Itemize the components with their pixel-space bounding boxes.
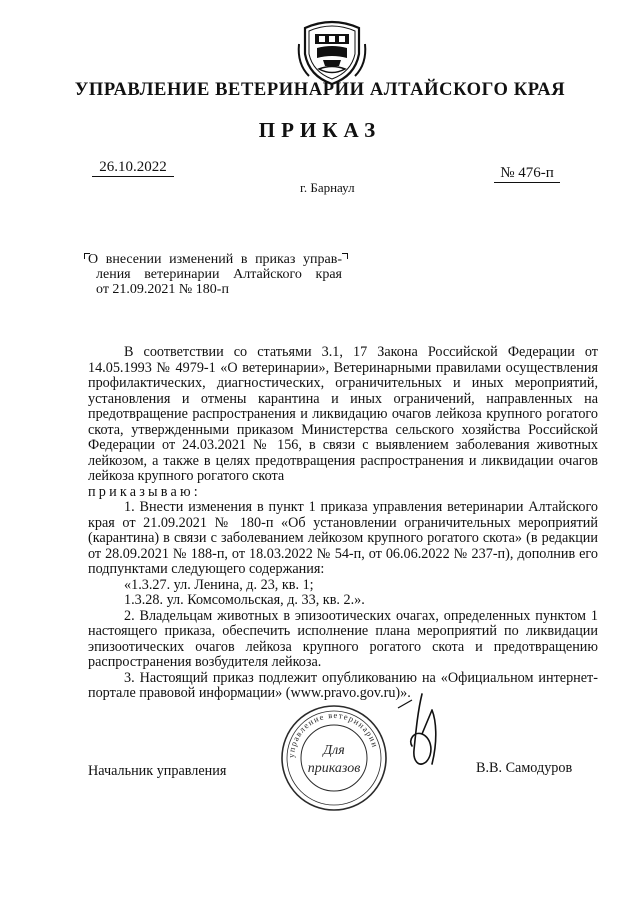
subject-line: от 21.09.2021 № 180-п	[96, 282, 229, 297]
document-number: № 476-п	[494, 164, 560, 183]
preamble-paragraph: В соответствии со статьями 3.1, 17 Закона Российской Федерации от 14.05.1993 № 4979-1 «О ветеринарии», Ветеринарными правилами осуществления профилактических, диагностических, ограничительных и иных мероприятий, установления и отмены карантина и иных ограничений, направленных на предотвращение распространения и ликвидацию очагов лейкоза крупного рогатого скота, утвержденными приказом Министерства сельского хозяйства Российской Федерации от 24.03.2021 № 156, в связи с выявлением заболевания животных лейкозом, а также в целях предотвращения распространения и ликвидации очагов лейкоза крупного рогатого скота	[88, 344, 598, 484]
subject-corner-left	[84, 253, 90, 259]
stamp-text	[308, 743, 361, 776]
document-date: 26.10.2022	[92, 158, 174, 177]
signer-name: В.В. Самодуров	[476, 760, 573, 776]
subitem-paragraph: 1.3.28. ул. Комсомольская, д. 33, кв. 2.».	[124, 592, 365, 608]
stamp-ring-text: управление ветеринарии	[285, 709, 381, 759]
coat-of-arms-icon	[295, 14, 369, 88]
stamp-text-line: приказов	[307, 761, 361, 776]
document-body	[88, 345, 598, 702]
item-2-paragraph: 2. Владельцам животных в эпизоотических очагах, определенных пунктом 1 настоящего приказа, обеспечить исполнение плана мероприятий по ликвидации эпизоотических очагов лейкоза крупного рогатого скота и предотвращению распространения возбудителя лейкоза.	[88, 607, 598, 670]
stamp-text-line: Для	[323, 743, 345, 758]
document-city: г. Барнаул	[300, 180, 355, 195]
item-1-paragraph: 1. Внести изменения в пункт 1 приказа управления ветеринарии Алтайского края от 21.09.2021 № 180-п «Об установлении ограничительных мероприятий (карантина) в связи с заболеванием лейкозом крупного рогатого скота» (в редакции от 28.09.2021 № 188-п, от 18.03.2022 № 54-п, от 06.06.2022 № 237-п), дополнив его подпунктами следующего содержания:	[88, 499, 598, 577]
handwritten-signature-icon	[392, 690, 448, 776]
subject-line: ления ветеринарии Алтайского края	[96, 267, 342, 282]
document-subject	[88, 252, 342, 297]
round-stamp-icon	[278, 702, 390, 814]
order-word: приказываю:	[88, 483, 201, 500]
organization-title: УПРАВЛЕНИЕ ВЕТЕРИНАРИИ АЛТАЙСКОГО КРАЯ	[74, 80, 566, 100]
document-type: ПРИКАЗ	[258, 118, 382, 142]
item-3-paragraph: 3. Настоящий приказ подлежит опубликованию на «Официальном интернет-портале правовой информации» (www.pravo.gov.ru)».	[88, 669, 598, 701]
subitem-paragraph: «1.3.27. ул. Ленина, д. 23, кв. 1;	[124, 576, 314, 593]
signer-position: Начальник управления	[88, 763, 227, 779]
subject-corner-right	[342, 253, 348, 259]
subject-line: О внесении изменений в приказ управ-	[88, 252, 342, 267]
